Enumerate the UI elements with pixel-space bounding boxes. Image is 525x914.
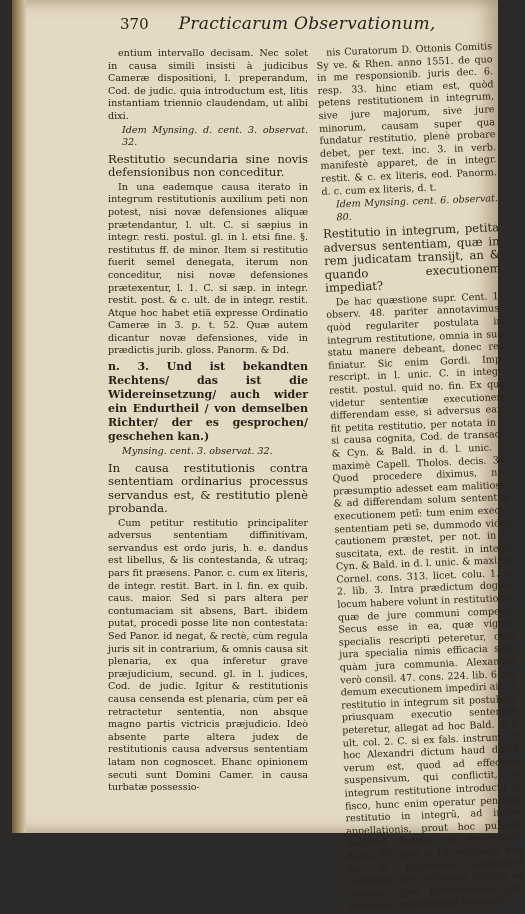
citation: Idem Mynsing. cent. 6. observat. 80. (335, 193, 499, 224)
german-note: n. 3. Und ist bekandten Rechtens/ das ist die Widereinsetzung/ auch wider ein Endurtheil / von demselben Richter/ der es gesprochen/ geschehen kan.) (108, 360, 308, 444)
paragraph: De hac quæstione supr. Cent. 1. observ. 48. pariter annotavimus, quòd regulariter postulata in integrum restitutione, omnia in suo statu manere debeant, donec res finiatur. Sic enim Gordi. Imp. rescript. in l. unic. C. in integr. restit. postul. quid no. fin. Ex quo videtur sententiæ executionem differendam esse, si adversus eam fit petita restitutio, per notata in l. si causa cognita, Cod. de transact. & Cyn. & Bald. in d. l. unic. & maximè Capell. Tholos. decis. 34. Quod procedere diximus, nisi præsumptio adesset eam malitiosè, & ad differendam solum sententiæ executionem petî: tum enim exequi sententiam peti se, dummodo vidèr cautionem præstet, per not. in c. suscitata, ext. de restit. in integr. Cyn. & Bald. in d. l. unic. & maximè Cornel. cons. 313. licet. colu. 1. & 2. lib. 3. Intra prædictum dogma locum habere volunt in restitutione, quæ de jure communi competit: Secus esse in ea, quæ vigore specialis rescripti peteretur, cum jura specialia nimis efficacia sint, quàm jura communia. Alexander verò consil. 47. cons. 224. lib. 6. ita demum executionem impediri ait, si restitutio in integrum sit postulata, priusquam executio sententiæ peteretur, allegat ad hoc Bald. in l. ult. col. 2. C. si ex fals. instrum. Et hoc Alexandri dictum haud dubiè verum est, quod ad effectum suspensivum, qui conflictit, in integrum restitutione introducta in fisco, hunc enim operatur pendens restitutio in integrū, ad instar appellationis, prout hoc pulchrè declarat Petrus de Remintent. decis. 85, post n. 13. addendo, non est si incidenter postuletur restitutio, nec evidenter constet de læsione, quæ restitutionem jure causaret, executionem intercip- (326, 290, 525, 913)
paragraph: entium intervallo decisam. Nec solet in causa simili insisti à judicibus Cameræ dispositioni, l. preperandum, Cod. de judic. quia introductum est, litis instantiam triennio claudendam, ut alibi dixi. (108, 48, 308, 122)
section-heading: Restitutio secundaria sine novis defensionibus non conceditur. (108, 151, 308, 180)
citation: Idem Mynsing. d. cent. 3. observat. 32. (122, 124, 308, 149)
paragraph: nis Curatorum D. Ottonis Comitis Sy ve. & Rhen. anno 1551. de quo in me responsionib. juris dec. 6. resp. 33. hinc etiam est, quòd petens restitutionem in integrum, sive jure majorum, sive jure minorum, causam super qua fundatur restitutio, plenè probare debet, per text. inc. 3. in verb. manifestè apparet, de in integr. restit. & c. ex literis, eod. Panorm. d. c. cum ex literis, d. t. (316, 41, 498, 198)
section-heading: In causa restitutionis contra sententiam ordinarius processus servandus est, & restitutio plenè probanda. (108, 460, 308, 516)
running-head: Practicarum Observationum, (178, 14, 436, 34)
paragraph: In una eademque causa iterato in integrum restitutionis auxilium peti non potest, nisi novæ defensiones aliquæ prætendantur, l. ult. C. si sæpius in integr. resti. postul. gl. in l. etsi fine. §. restitutus ff. de minor. Item si restitutio fuerit semel denegata, iterum non conceditur, nisi novæ defensiones prætexentur, l. 1. C. si sæp. in integr. restit. post. & c. ult. de in integr. restit. Atque hoc habet etiā expresse Ordinatio Cameræ in 3. p. t. 52. Quæ autem dicantur novæ defensiones, vide in prædictis jurib. gloss. Panorm. & Dd. (108, 181, 308, 357)
section-heading: Restitutio in integrum, petita adversus sententiam, quæ in rem judicatam transijt, an & quando executionem impediat? (322, 220, 501, 296)
left-column (108, 48, 308, 795)
paragraph: Cum petitur restitutio principaliter adversus sententiam diffinitivam, servandus est ordo juris, h. e. dandus est libellus, & lis contestanda, & utraq; pars fit præsens. Panor. c. cum ex literis, de integr. restit. Bart. in l. fin. ex quib. caus. maior. Sed si pars altera per contumaciam sit absens, Bart. ibidem putat, procedi posse lite non contestata: Sed Panor. id negat, & rectè, cùm regula juris sit in contrarium, & omnis causa sit plenaria, ex qua inferetur grave præjudicium, secund. gl. in l. judices, Cod. de judic. Igitur & restitutionis causa censenda est plenaria, cùm per eā retractetur sententia, non absque magno partis victricis præjudicio. Ideò absente parte altera judex de restitutionis causa adversus sententiam latam non cognoscet. Ehanc opinionem secuti sunt Domini Camer. in causa turbatæ possessio- (108, 517, 308, 794)
book-page (12, 0, 525, 913)
citation: Mynsing. cent. 3. observat. 32. (122, 446, 273, 458)
page-header (120, 14, 462, 34)
right-column (316, 41, 525, 914)
page-number: 370 (120, 15, 149, 33)
page-gutter (12, 0, 26, 833)
